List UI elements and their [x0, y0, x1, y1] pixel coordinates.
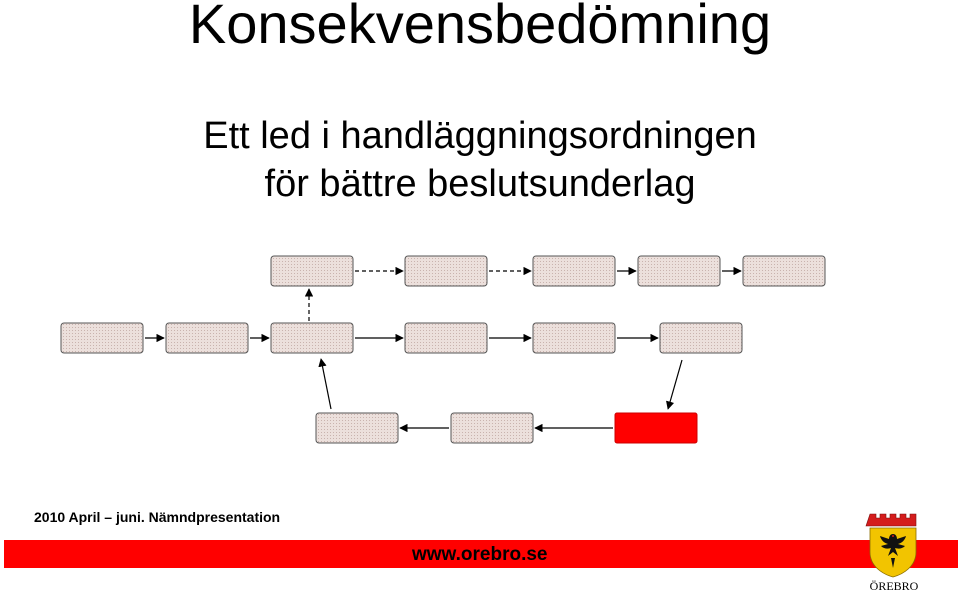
process-box-row3-2 — [451, 413, 533, 443]
process-box-row1-4 — [638, 256, 720, 286]
process-box-row1-1 — [271, 256, 353, 286]
arrow-row3-1-to-row2-3 — [321, 359, 331, 409]
process-box-row1-3 — [533, 256, 615, 286]
process-box-row2-4 — [405, 323, 487, 353]
process-box-row2-6 — [660, 323, 742, 353]
website-link[interactable]: www.orebro.se — [412, 544, 548, 565]
arrow-row2-6-to-row3-3 — [668, 360, 682, 409]
process-box-row1-2 — [405, 256, 487, 286]
process-box-row3-1 — [316, 413, 398, 443]
presentation-footer-label: 2010 April – juni. Nämndpresentation — [34, 509, 281, 525]
process-box-row2-3 — [271, 323, 353, 353]
subtitle-line-2: för bättre beslutsunderlag — [264, 163, 696, 205]
logo-text: ÖREBRO — [869, 579, 919, 593]
process-box-row2-2 — [166, 323, 248, 353]
process-box-highlight — [615, 413, 697, 443]
process-box-row2-5 — [533, 323, 615, 353]
subtitle-line-1: Ett led i handläggningsordningen — [203, 115, 757, 157]
process-box-row2-1 — [61, 323, 143, 353]
orebro-coat-of-arms-icon — [862, 512, 924, 578]
page-title: Konsekvensbedömning — [188, 0, 772, 55]
process-box-row1-5 — [743, 256, 825, 286]
